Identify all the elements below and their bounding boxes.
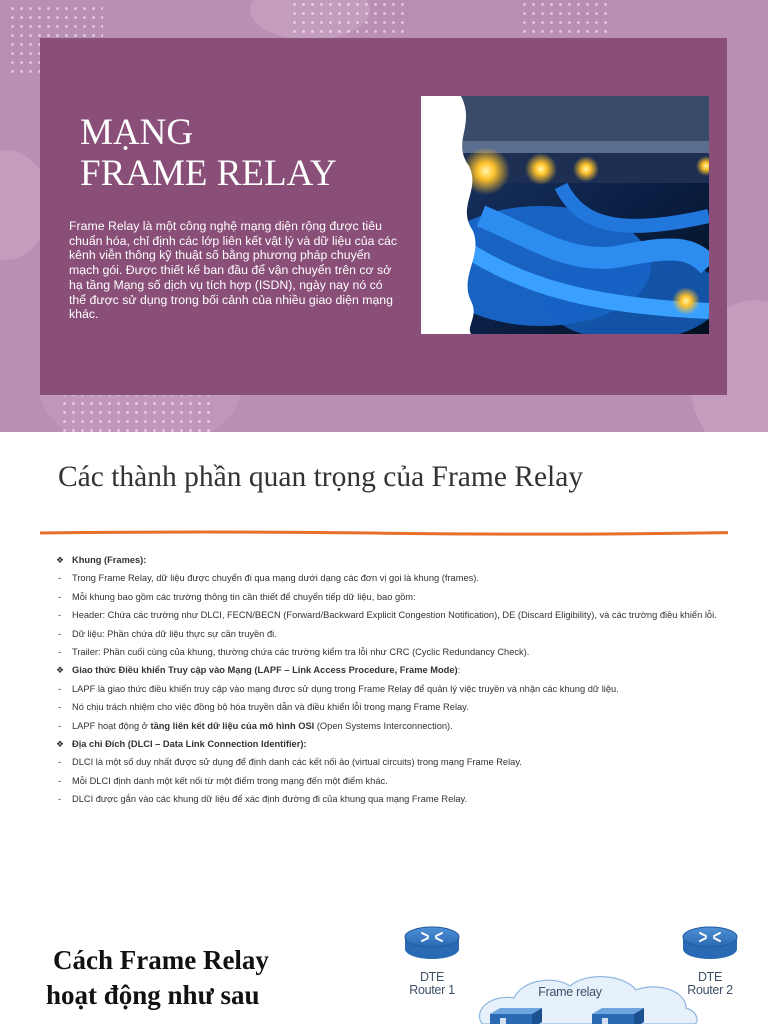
list-item: - DLCI được gắn vào các khung dữ liệu để xác định đường đi của khung qua mạng Frame Relay. <box>58 794 468 805</box>
cloud-label: Frame relay <box>538 985 602 999</box>
diamond-bullet-icon: ❖ <box>56 555 65 565</box>
list-item: - Trailer: Phần cuối cùng của khung, thường chứa các trường kiểm tra lỗi như CRC (Cyclic Redundancy Check). <box>58 646 530 657</box>
router-icon <box>405 927 459 959</box>
router2-label: DTE Router 2 <box>687 970 733 997</box>
list-item: - LAPF là giao thức điều khiển truy cập vào mạng được sử dụng trong Frame Relay để quản lý việc truyền và nhận các khung dữ liệu. <box>58 683 619 694</box>
router1-label: DTE Router 1 <box>409 970 455 997</box>
dash-bullet-icon: - <box>58 591 62 602</box>
slide3-title-line2: hoạt động như sau <box>46 980 260 1010</box>
diamond-bullet-icon: ❖ <box>56 738 65 749</box>
slide3-title-line1: Cách Frame Relay <box>53 945 269 975</box>
list-item: - LAPF hoạt động ở tầng liên kết dữ liệu của mô hình OSI (Open Systems Interconnection). <box>58 720 453 731</box>
network-switch-photo <box>421 96 709 334</box>
diamond-bullet-icon: ❖ <box>56 665 65 676</box>
dash-bullet-icon: - <box>58 610 62 621</box>
slide-frame-relay-intro <box>0 0 768 432</box>
slide1-title-line1: MẠNG <box>80 112 194 153</box>
list-item: - Mỗi khung bao gồm các trường thông tin cần thiết để chuyển tiếp dữ liệu, bao gồm: <box>58 591 416 602</box>
list-item: - Mỗi DLCI định danh một kết nối từ một điểm trong mạng đến một điểm khác. <box>58 775 388 786</box>
decor-dots <box>60 390 210 432</box>
dash-bullet-icon: - <box>58 646 62 657</box>
switch-icon <box>490 1008 542 1024</box>
decor-dots <box>520 0 610 40</box>
list-heading-lapf: ❖ Giao thức Điều khiển Truy cập vào Mạng (LAPF – Link Access Procedure, Frame Mode): <box>56 665 461 676</box>
title-underline <box>40 530 728 536</box>
switch-icon <box>592 1008 644 1024</box>
list-item: - Nó chịu trách nhiệm cho việc đồng bộ hóa truyền dẫn và điều khiển lỗi trong mạng Frame Relay. <box>58 702 469 713</box>
dash-bullet-icon: - <box>58 628 62 639</box>
dash-bullet-icon: - <box>58 775 62 786</box>
dash-bullet-icon: - <box>58 794 62 805</box>
slide1-title <box>80 112 410 194</box>
slide3-title <box>46 943 269 1013</box>
dash-bullet-icon: - <box>58 757 62 768</box>
list-heading-frames: ❖ Khung (Frames): <box>56 555 147 565</box>
list-item: - Trong Frame Relay, dữ liệu được chuyển đi qua mạng dưới dạng các đơn vị gọi là khung (frames). <box>58 573 479 584</box>
network-switch-image <box>421 96 709 334</box>
slide2-title: Các thành phần quan trọng của Frame Relay <box>58 461 584 493</box>
dash-bullet-icon: - <box>58 702 62 713</box>
dash-bullet-icon: - <box>58 720 62 731</box>
frame-relay-diagram <box>394 920 768 1024</box>
list-item: - Dữ liệu: Phần chứa dữ liệu thực sự cần truyền đi. <box>58 628 277 639</box>
dash-bullet-icon: - <box>58 573 62 584</box>
list-item: - DLCI là một số duy nhất được sử dụng để định danh các kết nối ảo (virtual circuits) trong mạng Frame Relay. <box>58 757 522 768</box>
frame-relay-components-list <box>58 555 718 812</box>
list-heading-dlci: ❖ Địa chỉ Đích (DLCI – Data Link Connection Identifier): <box>56 738 307 749</box>
list-item: - Header: Chứa các trường như DLCI, FECN/BECN (Forward/Backward Explicit Congestion Notification), DE (Discard Eligibility), và các trường điều khiển lỗi. <box>58 610 717 621</box>
router-icon <box>683 927 737 959</box>
slide1-title-line2: FRAME RELAY <box>80 153 337 194</box>
slide1-description: Frame Relay là một công nghệ mạng diện rộng được tiêu chuẩn hóa, chỉ định các lớp liên kết vật lý và dữ liệu của các kênh viễn thông kỹ thuật số bằng phương pháp chuyển mạch gói. Được thiết kế ban đầu để vận chuyển trên cơ sở hạ tầng Mạng số dịch vụ tích hợp (ISDN), ngày nay nó có thể được sử dụng trong bối cảnh của nhiều giao diện mạng khác. <box>69 219 397 322</box>
dash-bullet-icon: - <box>58 683 62 694</box>
